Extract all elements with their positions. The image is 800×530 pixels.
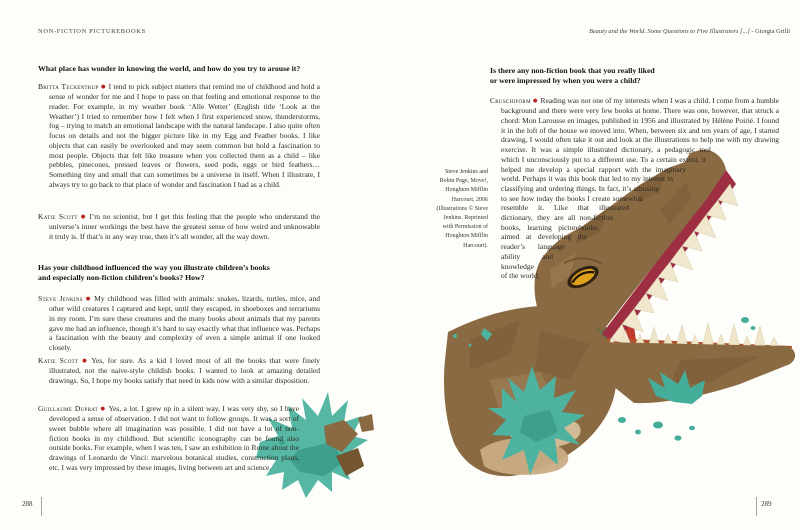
answer-katie-2: Katie Scott ● Yes, for sure. As a kid I loved most of all the books that were finely illustrated, not the naive-style childish books. I wanted to look at amazing detailed drawings. So, I hope my books satisfy that need in kids now with a similar disposition.	[38, 356, 320, 386]
speaker-name: Britta Teckentrup	[38, 82, 99, 91]
answer-cruschiform: Cruschiform ● Reading was not one of my interests when I was a child. I come from a humble background and there were very few books at home. There was one, however, that struck a chord: Mon Larousse en images, published in 1956 and illustrated by Hélène Poirié. I found it in the loft of the house we moved into. When, between six and ten years of age, I started drawing, I would often take it out and look at the illustrations to help me with my drawing exercise. It was a simple illustrated dictionary, a pedagogic tool which I unconsciously put to a different use. To a certain extent, it helped me develop a special rapport with the imaginary world. Perhaps it was this book that led to my interest in classifying and ordering things. In fact, it’s amusing to see how today the books I create somewhat resemble it. Like that illustrated dictionary, they are all non-fiction books, learning picturebooks aimed at developing the reader’s language ability and knowledge of the world.	[490, 96, 779, 281]
question-wonder: What place has wonder in knowing the world, and how do you try to arouse it?	[38, 64, 301, 73]
bullet-icon: ●	[79, 213, 87, 220]
illustration-caption: Steve Jenkins and Robin Page, Move!, Houghton Mifflin Harcourt, 2006 (Illustrations © Steve Jenkins. Reprinted with Permission of Houghton Mifflin Harcourt).	[436, 169, 488, 249]
running-head-right: Beauty and the World. Some Questions to Five Illustrators [...] - Giorgia Grilli	[589, 28, 790, 35]
speaker-name: Cruschiform	[490, 96, 531, 105]
page-number-left: 288	[22, 500, 33, 508]
speaker-name: Katie Scott	[38, 356, 79, 365]
speaker-name: Steve Jenkins	[38, 294, 83, 303]
running-head-left: NON-FICTION PICTUREBOOKS	[38, 28, 146, 35]
folio-rule-left	[41, 497, 42, 516]
bullet-icon: ●	[80, 357, 89, 364]
answer-katie-1: Katie Scott ● I’m no scientist, but I get this feeling that the people who understand the universe’s inner workings the best have the greatest sense of how weird and unknowable it truly is. If that’s in any way true, then it’s all wonder, all the way down.	[38, 212, 320, 242]
bullet-icon: ●	[84, 295, 92, 302]
bullet-icon: ●	[100, 83, 106, 90]
folio-rule-right	[756, 497, 757, 516]
speaker-name: Katie Scott	[38, 212, 78, 221]
speaker-name: Guillaume Duprat	[38, 404, 98, 413]
question-childhood: Has your childhood influenced the way you illustrate children’s books and especially non-fiction children’s books? How?	[38, 263, 270, 282]
question-favourite-book: Is there any non-fiction book that you really liked or were impressed by when you were a child?	[490, 66, 655, 85]
bullet-icon: ●	[532, 97, 538, 104]
page-number-right: 289	[761, 500, 772, 508]
answer-britta: Britta Teckentrup ● I tend to pick subject matters that remind me of childhood and hold a sense of wonder for me and I hope to pass on that feeling and emotional response to the reader. For example, in my weather book ‘Alle Wetter’ (English title ‘Look at the Weather’) I tried to remember how I felt when I first experienced snow, thunderstorms, fog – trying to match an emotional landscape with the natural landscape. I also quite often focus on details and not the bigger picture like in my Egg and Feather books. I like objects that can easily be overlooked and may seem common but hold a fascination to most people. Objects that felt like treasure when you collected them as a child – like pebbles, pinecones, pressed leaves or flowers, seed pods, eggs or bird feathers… Something tiny and small that can sometimes be a universe in itself. When I illustrate, I always try to go back to that place of wonder and fascination I had as a child.	[38, 82, 320, 189]
answer-steve: Steve Jenkins ● My childhood was filled with animals: snakes, lizards, turtles, mice, and other wild creatures I captured and kept, until they escaped, in shoeboxes and terrariums in my room. I’m sure these creatures and the many books about animals that my parents gave me had an influence, though it’s hard to say exactly what that influence was. Perhaps a fascination with the beauty and complexity of even a simple animal if one looked closely.	[38, 294, 320, 353]
answer-duprat: Guillaume Duprat ● Yes, a lot. I grew up in a silent way, I was very shy, so I have developed a sense of observation. I did not want to follow groups. It was a sort of sweet bubble where all imagination was possible. I did not have a lot of non-fiction books in my childhood. But scientific iconography can be found also outside books. For example, when I was ten, I saw an exhibition in Rome about the drawings of Leonardo de Vinci: marvelous botanical studies, construction plans, etc. I was very impressed by these images, living between art and science.	[38, 404, 299, 472]
bullet-icon: ●	[99, 405, 106, 412]
